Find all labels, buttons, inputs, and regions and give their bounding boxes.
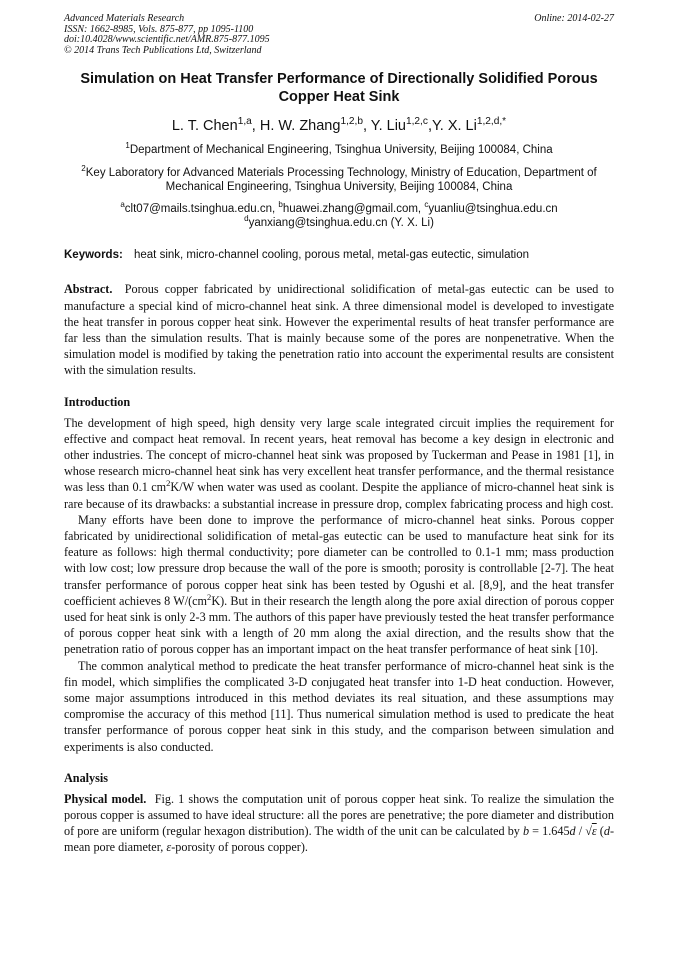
affiliation bbox=[64, 143, 614, 157]
email-link[interactable]: huawei.zhang@gmail.com, bbox=[282, 203, 425, 216]
formula-var: d bbox=[603, 824, 610, 839]
keywords-label: Keywords: bbox=[64, 249, 123, 262]
keywords bbox=[64, 248, 614, 262]
author-separator: , bbox=[362, 118, 371, 135]
keywords-text: heat sink, micro-channel cooling, porous metal, metal-gas eutectic, simulation bbox=[134, 249, 530, 262]
superscript: 2 bbox=[207, 591, 212, 602]
author-affiliation-mark: 1,2,c bbox=[405, 116, 428, 128]
email-list bbox=[64, 202, 614, 230]
formula-var: ε bbox=[166, 840, 172, 855]
formula-part: / √ bbox=[575, 824, 592, 839]
paragraph-text: K/W when water was used as coolant. Despite the appliance of micro-channel heat sink is rare because of its drawbacks: a substantial increase in pressure drop, complex fabricating process and high cost. bbox=[64, 480, 614, 511]
paragraph: The common analytical method to predicate the heat transfer performance of micro-channel heat sink is the fin model, which simplifies the complicated 3-D conjugated heat transfer into 1-D heat conduction. However, some major assumptions introduced in this method deviates its real situation, and these assumptions may compromise the accuracy of this method [11]. Thus numerical simulation method is used to predicate the heat transfer performance of porous copper heat sink in this study, and the comparison between simulation and experiments is also conducted. bbox=[64, 658, 614, 754]
email-link[interactable]: clt07@mails.tsinghua.edu.cn, bbox=[124, 203, 279, 216]
formula-var: d bbox=[569, 824, 576, 839]
abstract-label: Abstract. bbox=[64, 282, 113, 297]
formula-part: = 1.645 bbox=[529, 824, 570, 839]
email-mark: a bbox=[120, 200, 125, 210]
journal-issn: ISSN: 1662-8985, Vols. 875-877, pp 1095-1100 bbox=[64, 23, 254, 35]
affiliation bbox=[64, 166, 614, 194]
email-link[interactable]: yanxiang@tsinghua.edu.cn (Y. X. Li) bbox=[248, 217, 434, 230]
journal-header bbox=[64, 14, 614, 56]
author: H. W. Zhang bbox=[259, 118, 341, 135]
paragraph-text: K). But in their research the length along the pore axial direction of porous copper used for heat sink is only 2-3 mm. The authors of this paper have previously tested the heat transfer performance of porous copper heat sink with a length of 20 mm along the axial direction, and the results show that the penetration ratio of porous copper has an important impact on the heat transfer performance of heat sink [10]. bbox=[64, 593, 614, 657]
journal-doi: doi:10.4028/www.scientific.net/AMR.875-877.1095 bbox=[64, 34, 270, 46]
email-mark: d bbox=[244, 214, 249, 224]
paragraph-text: The development of high speed, high density very large scale integrated circuit implies the requirement for effective and compact heat removal. In recent years, heat removal has become a key design in electronic and other industries. The concept of micro-channel heat sink was proposed by Tuckerman and Pease in 1981 [1], in whose research micro-channel heat sink has very excellent heat transfer performance, and the thermal resistance was less than 0.1 cm bbox=[64, 415, 614, 495]
affiliation-number: 1 bbox=[125, 141, 130, 151]
abstract-text: Porous copper fabricated by unidirectional solidification of metal-gas eutectic can be used to manufacture a special kind of micro-channel heat sink. A three dimensional model is developed to investigate the heat transfer in porous copper heat sink. However the experimental results of heat transfer performance are far less than the simulation results. That is mainly because some of the pores are nonpenetrative. When the simulation model is modified by taking the penetration ratio into account the experimental results are consistent with the simulation results. bbox=[64, 282, 615, 378]
email-link[interactable]: yuanliu@tsinghua.edu.cn bbox=[428, 203, 558, 216]
author-list bbox=[64, 118, 614, 135]
affiliation-text: Key Laboratory for Advanced Materials Processing Technology, Ministry of Education, Department of Mechanical Engineering, Tsinghua University, Beijing 100084, China bbox=[85, 167, 597, 194]
formula-var: b bbox=[522, 824, 530, 839]
formula-var: ε bbox=[591, 824, 597, 839]
journal-name: Advanced Materials Research bbox=[64, 13, 185, 24]
paragraph: Physical model. Fig. 1 shows the computation unit of porous copper heat sink. To realize the simulation the porous copper is assumed to have ideal structure: all the pores are penetrative; the pore diameter and distribution of pore are uniform (regular hexagon distribution). The width of the unit can be calculated by b = 1.645d / √ε (d-mean pore diameter, ε-porosity of porous copper). bbox=[64, 791, 615, 855]
paper-title: Simulation on Heat Transfer Performance of Directionally Solidified Porous Copper Heat Sink bbox=[80, 71, 598, 106]
online-date: Online: 2014-02-27 bbox=[534, 13, 614, 24]
email-mark: c bbox=[424, 200, 429, 210]
formula bbox=[523, 824, 597, 838]
subsection-label: Physical model. bbox=[64, 791, 147, 806]
paragraph-text: Many efforts have been done to improve the performance of micro-channel heat sinks. Porous copper fabricated by unidirectional solidification of metal-gas eutectic can be used to manufacture heat sink for its feature as follows: high thermal conductivity; pore diameter can be controlled to 0.1-1 mm; mass production with low cost; low pressure drop because the wall of the pore is smooth; porosity is controllable [2-7]. The heat transfer performance of porous copper heat sink has been tested by Ogushi et al. [8,9], and the heat transfer coefficient achieves 8 W/(cm bbox=[64, 512, 614, 608]
paragraph-text: -mean pore diameter, bbox=[64, 824, 615, 855]
affiliation-number: 2 bbox=[81, 164, 86, 174]
affiliation-text: Department of Mechanical Engineering, Tsinghua University, Beijing 100084, China bbox=[129, 144, 553, 157]
author: L. T. Chen bbox=[171, 118, 238, 135]
author-separator: , bbox=[427, 118, 432, 135]
superscript: 2 bbox=[166, 478, 171, 489]
paragraph bbox=[64, 415, 614, 512]
email-mark: b bbox=[278, 200, 283, 210]
author-affiliation-mark: 1,2,b bbox=[340, 116, 363, 128]
paragraph bbox=[64, 512, 614, 658]
abstract bbox=[64, 281, 614, 378]
author: Y. X. Li bbox=[431, 118, 477, 135]
author-affiliation-mark: 1,a bbox=[237, 116, 252, 128]
paragraph-text: -porosity of porous copper). bbox=[171, 840, 308, 855]
page bbox=[64, 14, 614, 856]
journal-copyright: © 2014 Trans Tech Publications Ltd, Switzerland bbox=[64, 44, 262, 56]
author: Y. Liu bbox=[370, 118, 406, 135]
section-heading-analysis: Analysis bbox=[64, 770, 109, 785]
section-heading-introduction: Introduction bbox=[64, 394, 131, 409]
paragraph-text: Fig. 1 shows the computation unit of porous copper heat sink. To realize the simulation the porous copper is assumed to have ideal structure: all the pores are penetrative; the pore diameter and distribution of pore are uniform (regular hexagon distribution). The width of the unit can be calculated by bbox=[64, 791, 615, 839]
author-affiliation-mark: 1,2,d,* bbox=[476, 116, 507, 128]
author-separator: , bbox=[251, 118, 260, 135]
